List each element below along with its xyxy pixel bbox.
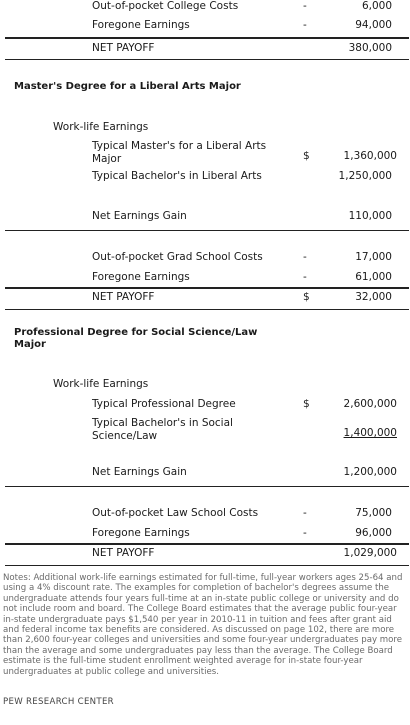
- cost-label-gradschool: Out-of-pocket Grad School Costs: [92, 251, 263, 263]
- source-credit: PEW RESEARCH CENTER: [3, 697, 114, 707]
- cost-amount-gradschool: 17,000: [355, 251, 392, 263]
- cost-amount-foregone: 94,000: [355, 19, 392, 31]
- net-payoff-amount: 380,000: [348, 42, 392, 54]
- worklife-earnings-label: Work-life Earnings: [53, 121, 149, 133]
- cost-label-college: Out-of-pocket College Costs: [92, 0, 239, 12]
- notes-text: Notes: Additional work-life earnings estimated for full-time, full-year workers ages 25-64 and using a 4% discount rate. The examples for completion of bachelor's degrees assume the undergraduate attends four years full-time at an in-state public college or university and do not include room and board. The College Board estimates that the average public four-year in-state undergraduate pays $1,540 per year in 2010-11 in tuition and fees after grant aid and federal income tax benefits are considered. As discussed on page 102, there are more than 2,600 four-year colleges and universities and some four-year undergraduates pay more than the average and some undergraduates pay less than the average. The College Board estimate is the full-time student enrollment weighted average for in-state four-year undergraduates at public college and universities.: [3, 573, 403, 677]
- cost-label-foregone: Foregone Earnings: [92, 527, 190, 539]
- cost-label-foregone: Foregone Earnings: [92, 271, 190, 283]
- gain-divider: [5, 486, 409, 487]
- cost-amount-lawschool: 75,000: [355, 507, 392, 519]
- earnings-label-professional: Typical Professional Degree: [92, 398, 236, 410]
- earnings-symbol-masters: $: [303, 150, 310, 162]
- gain-divider: [5, 230, 409, 231]
- net-payoff-amount: 32,000: [355, 291, 392, 303]
- section-divider: [5, 565, 409, 566]
- cost-amount-foregone: 61,000: [355, 271, 392, 283]
- net-payoff-label: NET PAYOFF: [92, 291, 155, 303]
- net-payoff-amount: 1,029,000: [343, 547, 397, 559]
- earnings-amount-bachelors: 1,250,000: [338, 170, 392, 182]
- section-heading-masters: Master's Degree for a Liberal Arts Major: [14, 81, 241, 92]
- net-payoff-divider: [5, 287, 409, 289]
- cost-label-foregone: Foregone Earnings: [92, 19, 190, 31]
- net-payoff-symbol: $: [303, 291, 310, 303]
- earnings-amount-bachelors: 1,400,000: [343, 427, 397, 439]
- net-gain-amount: 1,200,000: [343, 466, 397, 478]
- section-heading-professional: Professional Degree for Social Science/Law Major: [14, 327, 258, 350]
- cost-amount-foregone: 96,000: [355, 527, 392, 539]
- earnings-amount-masters: 1,360,000: [343, 150, 397, 162]
- cost-amount-college: 6,000: [361, 0, 392, 12]
- worklife-earnings-label: Work-life Earnings: [53, 378, 149, 390]
- cost-symbol-foregone: -: [303, 527, 307, 539]
- net-payoff-label: NET PAYOFF: [92, 547, 155, 559]
- section-divider: [5, 59, 409, 60]
- cost-symbol-gradschool: -: [303, 251, 307, 263]
- net-payoff-label: NET PAYOFF: [92, 42, 155, 54]
- cost-symbol-foregone: -: [303, 19, 307, 31]
- net-payoff-divider: [5, 543, 409, 545]
- net-gain-label: Net Earnings Gain: [92, 210, 187, 222]
- net-gain-label: Net Earnings Gain: [92, 466, 187, 478]
- net-payoff-divider: [5, 37, 409, 39]
- net-gain-amount: 110,000: [348, 210, 392, 222]
- cost-symbol-college: -: [303, 0, 307, 12]
- earnings-amount-professional: 2,600,000: [343, 398, 397, 410]
- earnings-symbol-professional: $: [303, 398, 310, 410]
- earnings-label-masters: Typical Master's for a Liberal Arts Major: [92, 140, 267, 165]
- cost-symbol-lawschool: -: [303, 507, 307, 519]
- earnings-label-bachelors: Typical Bachelor's in Liberal Arts: [92, 170, 262, 182]
- cost-label-lawschool: Out-of-pocket Law School Costs: [92, 507, 259, 519]
- section-divider: [5, 309, 409, 310]
- cost-symbol-foregone: -: [303, 271, 307, 283]
- earnings-label-bachelors: Typical Bachelor's in Social Science/Law: [92, 417, 233, 442]
